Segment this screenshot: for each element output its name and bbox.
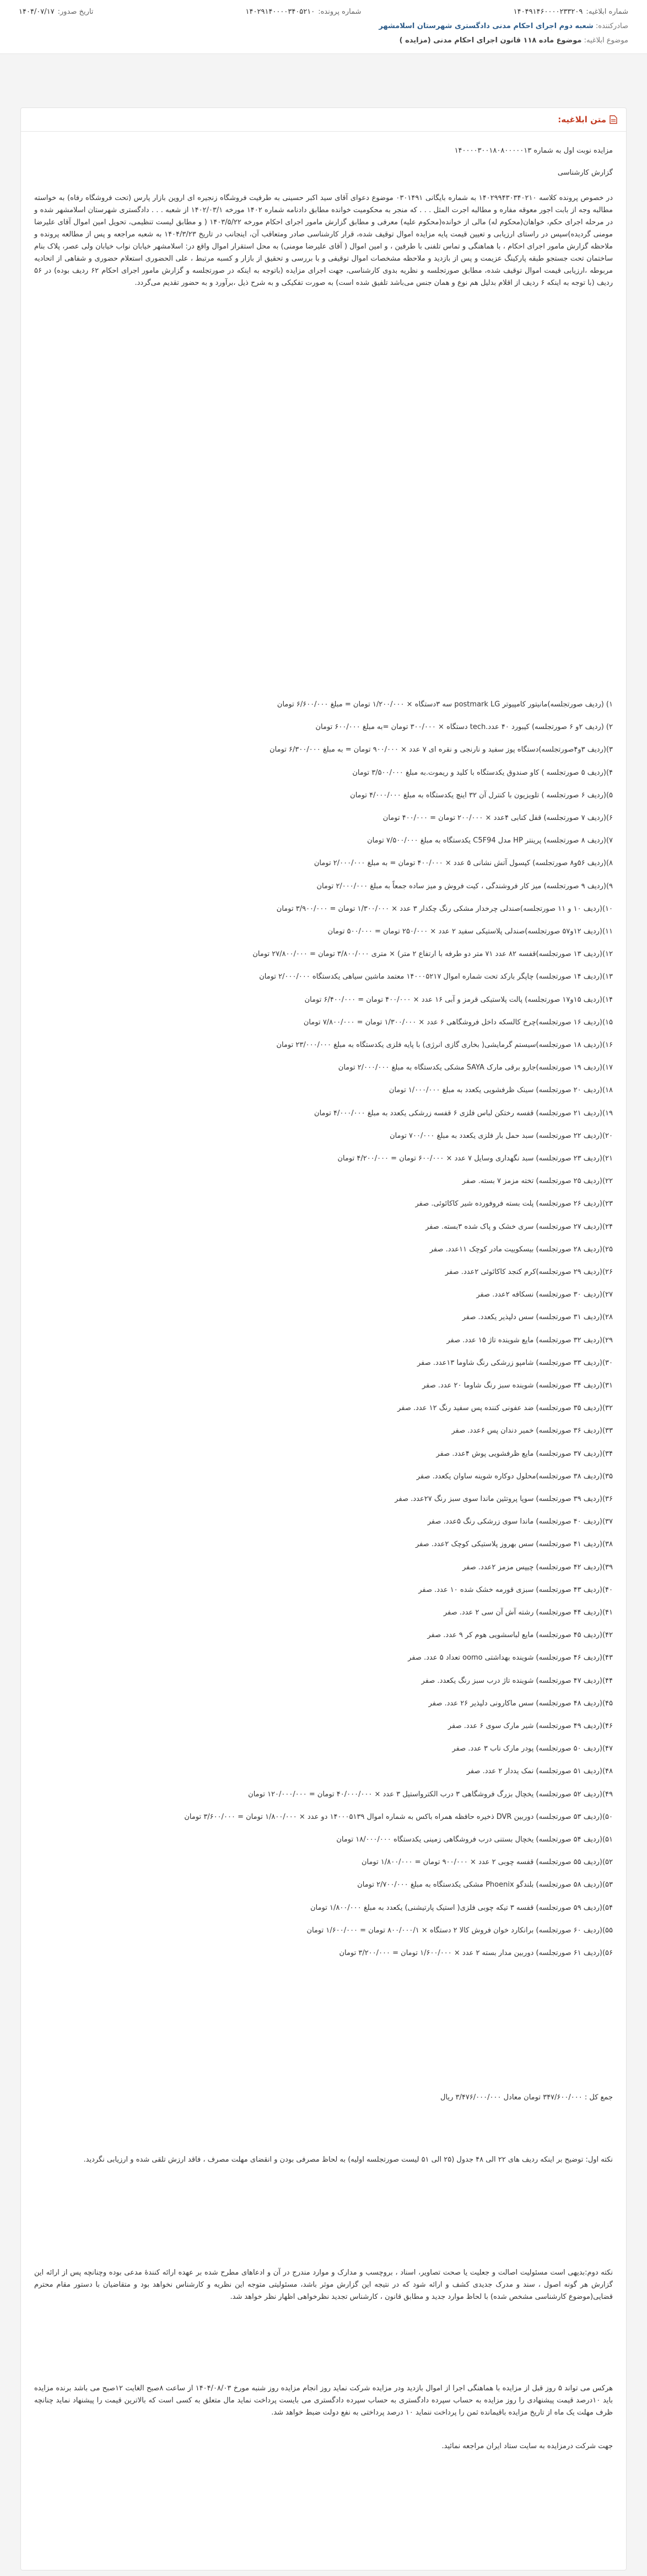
case-number: شماره پرونده: ۱۴۰۲۹۱۴۰۰۰۰۳۴۰۵۲۱۰ — [245, 8, 362, 16]
notice-number: شماره ابلاغیه: ۱۴۰۴۹۱۴۶۰۰۰۰۲۳۳۲۰۹ — [513, 8, 628, 16]
note-second: نکته دوم:بدیهی است مسئولیت اصالت و جعلیت یا صحت تصاویر، اسناد ، بروچسب و مدارک و موارد مندرج در آن و ادعاهای مطرح شده بر عهده ارائه کنندۀ مدعی بوده وچنانچه پس از ارائه این گزارش هر گونه اصول ، سند و مدرک جدیدی کشف و ارائه شود که در نتیجه این گزارش موثر باشد، مسئولیتی متوجه این نظریه و کارشناس نخواهد بود و متقاضیان با دستور مقام محترم قضایی(موضوع کارشناسی مشخص شده) با لحاظ موارد جدید و مطابق قانون ، کارشناس تجدید نظرخواهی اظهار نظر خواهد شد. — [34, 2269, 613, 2301]
meta-row — [19, 8, 628, 16]
auction-item: ۳۱)(ردیف ۳۴ صورتجلسه) شوینده سبز رنگ شاوما ۲۰ عدد. صفر — [422, 1381, 613, 1390]
auction-item: ۹)(ردیف ۹ صورتجلسه) میز کار فروشندگی ، کیت فروش و میز ساده جمعاً به مبلغ ۲/۰۰۰/۰۰۰ تومان — [316, 882, 613, 890]
auction-reference: مزایده نوبت اول به شماره ۱۴۰۰۰۰۳۰۰۱۸۰۸۰۰۰۰۰۱۳ — [454, 147, 613, 155]
auction-item: ۴۵)(ردیف ۴۸ صورتجلسه) سس ماکارونی دلپذیر ۲۶ عدد. صفر — [428, 1699, 613, 1708]
auction-item: ۱۷)(ردیف ۱۹ صورتجلسه)جارو برقی مارک SAYA مشکی یکدستگاه به مبلغ ۲/۰۰۰/۰۰۰ تومان — [338, 1063, 613, 1072]
auction-item: ۲۲)(ردیف ۲۵ صورتجلسه) تخته مزمز ۷ بسته. صفر — [462, 1177, 613, 1185]
card-title: متن ابلاغیه: — [21, 108, 626, 132]
report-title: گزارش کارشناسی — [557, 169, 613, 177]
auction-item: ۲۶)(ردیف ۲۹ صورتجلسه)کرم کنجد کاکائوئی ۲عدد. صفر — [445, 1268, 613, 1276]
auction-item: ۵۳)(ردیف ۵۸ صورتجلسه) بلندگو Phoenix مشکی یکدستگاه به مبلغ ۲/۷۰۰/۰۰۰ تومان — [357, 1881, 613, 1889]
issue-date: تاریخ صدور: ۱۴۰۴/۰۷/۱۷ — [19, 8, 94, 16]
note-fourth: جهت شرکت درمزایده به سایت ستاد ایران مراجعه نمائید. — [441, 2442, 613, 2450]
auction-item: ۲۷)(ردیف ۳۰ صورتجلسه) نسکافه ۲عدد. صفر — [476, 1290, 613, 1299]
document-icon — [610, 115, 617, 124]
auction-item: ۴۸)(ردیف ۵۱ صورتجلسه) نمک یددار ۲ عدد. صفر — [466, 1767, 613, 1775]
auction-item: ۵۶)(ردیف ۶۱ صورتجلسه) دوربین مدار بسته ۲ عدد × ۱/۶۰۰/۰۰۰ تومان = ۳/۲۰۰/۰۰۰ تومان — [339, 1949, 613, 1957]
auction-item: ۵۲)(ردیف ۵۵ صورتجلسه) قفسه چوبی ۲ عدد × ۹۰۰/۰۰۰ تومان = ۱/۸۰۰/۰۰۰ تومان — [361, 1858, 613, 1866]
auction-item: ۵۰)(ردیف ۵۳ صورتجلسه) دوربین DVR ذخیره حافظه همراه باکس به شماره اموال ۱۴۰۰۰۵۱۳۹ دو عدد × ۱/۸۰۰/۰۰۰ تومان = ۳/۶۰۰/۰۰۰ تومان — [184, 1813, 613, 1821]
auction-item: ۴۹)(ردیف ۵۲ صورتجلسه) یخچال بزرگ فروشگاهی ۳ درب الکترواستیل ۳ عدد × ۴۰/۰۰۰/۰۰۰ تومان = ۱۲۰/۰۰۰/۰۰۰ تومان — [248, 1790, 613, 1799]
auction-item: ۳۴)(ردیف ۳۷ صورتجلسه) مایع ظرفشویی پوش ۴عدد. صفر — [436, 1450, 613, 1458]
auction-item: ۴۰)(ردیف ۴۳ صورتجلسه) سبزی قورمه خشک شده ۱۰ عدد. صفر — [418, 1586, 613, 1594]
auction-item: ۲۸)(ردیف ۳۱ صورتجلسه) سس دلپذیر یکعدد. صفر — [462, 1313, 613, 1321]
auction-item: ۵۴)(ردیف ۵۹ صورتجلسه) قفسه ۳ تیکه چوبی فلزی( استیک پارتیشنی) یکعدد به مبلغ ۱/۸۰۰/۰۰۰ تومان — [310, 1904, 613, 1912]
auction-item: ۳۸)(ردیف ۴۱ صورتجلسه) سس بهروز پلاستیکی کوچک ۲عدد. صفر — [415, 1540, 613, 1548]
auction-item: ۲۳)(ردیف ۲۶ صورتجلسه) پلت بسته فروفورده شیر کاکائوئی. صفر — [415, 1200, 613, 1208]
issuer: صادرکننده: شعبه دوم اجرای احکام مدنی دادگستری شهرستان اسلامشهر — [379, 22, 628, 30]
auction-item: ۳۶)(ردیف ۳۹ صورتجلسه) سوپا پروتئین ماندا سوی سبز رنگ ۲۷عدد. صفر — [395, 1495, 613, 1503]
auction-item: ۲۱)(ردیف ۲۳ صورتجلسه) سبد نگهداری وسایل ۷ عدد × ۶۰۰/۰۰۰ تومان = ۴/۲۰۰/۰۰۰ تومان — [337, 1154, 613, 1163]
auction-item: ۳۵)(ردیف ۳۸ صورتجلسه)محلول دوکاره شوینه ساوان یکعدد. صفر — [416, 1472, 613, 1481]
auction-item: ۱) (ردیف صورتجلسه)مانیتور کامپیوتر postmark LG سه ۳دستگاه × ۱/۲۰۰/۰۰۰ تومان = مبلغ ۶/۶۰۰/۰۰۰ تومان — [277, 700, 613, 709]
auction-item: ۳۳)(ردیف ۳۶ صورتجلسه) خمیر دندان پس ۶عدد. صفر — [451, 1427, 613, 1435]
auction-item: ۴۷)(ردیف ۵۰ صورتجلسه) پودر مارک ناب ۳ عدد. صفر — [452, 1745, 613, 1753]
auction-item: ۱۸)(ردیف ۲۰ صورتجلسه) سینک ظرفشویی یکعدد به مبلغ ۱/۰۰۰/۰۰۰ تومان — [389, 1086, 613, 1094]
auction-item: ۳۹)(ردیف ۴۲ صورتجلسه) چیپس مزمز ۲عدد. صفر — [462, 1563, 613, 1571]
auction-item: ۴۳)(ردیف ۴۶ صورتجلسه) شوینده بهداشتی oomo تعداد ۵ عدد. صفر — [408, 1654, 613, 1662]
auction-item: ۱۲)(ردیف ۱۳ صورتجلسه)قفسه ۸۲ عدد ۷۱ متر دو طرفه با ارتفاع ۲ متر) × متری ۳/۸۰۰/۰۰۰ تومان = ۲۷/۸۰۰/۰۰۰ تومان — [252, 950, 613, 958]
auction-item: ۲۰)(ردیف ۲۲ صورتجلسه) سبد حمل بار فلزی یکعدد به مبلغ ۷۰۰/۰۰۰ تومان — [390, 1132, 613, 1140]
auction-item: ۱۰)(ردیف ۱۰ و ۱۱ صورتجلسه)صندلی چرخدار مشکی رنگ چکدار ۳ عدد × ۱/۳۰۰/۰۰۰ تومان = ۳/۹۰۰/۰۰۰ تومان — [276, 905, 613, 913]
auction-item: ۲۵)(ردیف ۲۸ صورتجلسه) بیسکوییت مادر کوچک ۱۱عدد. صفر — [429, 1245, 613, 1254]
auction-item: ۴۲)(ردیف ۴۵ صورتجلسه) مایع لباسشویی هوم کر ۹ عدد. صفر — [427, 1631, 613, 1639]
auction-item: ۸)(ردیف ۵۶و۸ صورتجلسه) کپسول آتش نشانی ۵ عدد × ۴۰۰/۰۰۰ تومان = به مبلغ ۲/۰۰۰/۰۰۰ تومان — [314, 859, 613, 867]
report-body: در خصوص پرونده کلاسه ۱۴۰۲۹۹۴۳۰۳۴۰۲۱۰ به شماره بایگانی ۰۳۰۱۴۹۱ موضوع دعوای آقای سید اکبر حسینی به طرفیت فروشگاه زنجیره ای اروین بازار پارس (تحت فروشگاه رفاه) به خواسته مطالبه وجه از بابت اجور معوقه مفاره و مطالبه اجرت المثل . . . که منجر به محکومیت خوانده مطابق دادنامه شماره ۱۴۰۲ مورخه ۱۴۰۲/۰۳/۱ از شعبه . . . دادگستری شهرستان اسلامشهر شده و در مرحله اجرای حکم، خواهان(محکوم له) مالی از خوانده(محکوم علیه) معرفی و مطابق گزارش مامور اجرای احکام مورخه ۱۴۰۳/۵/۲۲ ( و مطابق لیست تنظیمی، تحویل امین اموال آقای علیرضا مومنی گردیده)سپس در راستای ارزیابی و تعیین قیمت پایه مزایده اموال توقیف شده، قرار کارشناسی صادر ومتعاقب آن، اینجانب در تاریخ ۱۴۰۴/۳/۲۳ به شعبه مراجعه و پس از مطالعه پرونده و ملاحظه گزارش مامور اجرای احکام ، با هماهنگی و تماس تلفنی با طرفین ، و امین اموال ( آقای علیرضا مومنی) به محل استقرار اموال واقع در: اسلامشهر خیابان نواب خیابان ولی عصر، پلاک بنام ساختمان تحت جستجو طبقه پارکینگ عزیمت و پس از بازدید و ملاحظه مشخصات اموال توقیفی و با بررسی و تحقیق از بازار و کسبه مرتبط ، علی الحضوری استعلام حضوری و شفاهی از اتحادیه مربوطه ،ارزیابی قیمت اموال توقیف شده، مطابق صورتجلسه و نظریه بدوی کارشناسی، جهت اجرای مزایده (باتوجه به اینکه در صورتجلسه و گزارش مامور اجرای احکام ۶۲ ردیف بوده) در ۵۶ ردیف (با توجه به اینکه ۶ ردیف از اقلام بدلیل هم نوع و همان جنس می‌باشد تلفیق شده است) به صورت تفکیکی و به شرح ذیل ،برآورد و به حضور تقدیم می‌گردد. — [34, 194, 613, 287]
note-third: هرکس می تواند ۵ روز قبل از مزایده با هماهنگی اجرا از اموال بازدید ودر مزایده شرکت نماید روز انجام مزایده روز شنبه مورخ ۱۴۰۴/۰۸/۰۳ از ساعت ۸صبح الغایت ۱۲صبح می باشد برنده مزایده باید ۱۰درصد قیمت پیشنهادی را روز مزایده به حساب سپرده دادگستری به حساب سپرده دادگستری می بایست پرداخت نماید مال متعلق به کسی است که بالاترین قیمت را پیشنهاد نماید چنانچه ظرف مهلت یک ماه از تاریخ مزایده باقیمانده ثمن را پرداخت ننماید ۱۰ درصد پرداختی به نفع دولت ضبط خواهد شد. — [34, 2384, 613, 2417]
auction-item: ۲۹)(ردیف ۳۲ صورتجلسه) مایع شوینده تاژ ۱۵ عدد. صفر — [446, 1336, 613, 1344]
auction-item: ۷)(ردیف ۸ صورتجلسه) پرینتر HP مدل C5F94 یکدستگاه به مبلغ ۷/۵۰۰/۰۰۰ تومان — [367, 836, 613, 845]
auction-item: ۱۹)(ردیف ۲۱ صورتجلسه) قفسه رختکن لباس فلزی ۶ قفسه زرشکی یکعدد به مبلغ ۴/۰۰۰/۰۰۰ تومان — [314, 1109, 613, 1117]
auction-item: ۵)(ردیف ۶ صورتجلسه ) تلویزیون با کنترل آن ۳۲ اینچ یکدستگاه به مبلغ ۴/۰۰۰/۰۰۰ تومان — [350, 791, 613, 800]
auction-item: ۶)(ردیف ۷ صورتجلسه) قفل کنابی ۴عدد × ۲۰۰/۰۰۰ تومان = ۴۰۰/۰۰۰ تومان — [382, 814, 613, 822]
notice-text-card — [20, 107, 627, 2570]
note-first: نکته اول: توضیح بر اینکه ردیف های ۲۲ الی ۴۸ جدول (۲۵ الی ۵۱ لیست صورتجلسه اولیه) به لحاظ مصرفی بودن و انقضای مهلت مصرف ، فاقد ارزش تلقی شده و ارزیابی نگردید. — [83, 2156, 613, 2164]
auction-item: ۳۰)(ردیف ۳۳ صورتجلسه) شامپو زرشکی رنگ شاوما ۱۳عدد. صفر — [417, 1359, 613, 1367]
auction-item: ۱۵)(ردیف ۱۶ صورتجلسه)چرخ کالسکه داخل فروشگاهی ۶ عدد × ۱/۳۰۰/۰۰۰ تومان = ۷/۸۰۰/۰۰۰ تومان — [303, 1018, 613, 1027]
auction-item: ۲) (ردیف ۲و ۶ صورتجلسه) کیبورد ۴۰ عدد.tech دستگاه × ۳۰۰/۰۰۰ تومان =به مبلغ ۶۰۰/۰۰۰ تومان — [315, 723, 613, 731]
subject: موضوع ابلاغیه: موضوع ماده ۱۱۸ قانون اجرای احکام مدنی (مزایده ) — [399, 36, 628, 45]
auction-item: ۳۷)(ردیف ۴۰ صورتجلسه) ماندا سوی زرشکی رنگ ۵عدد. صفر — [427, 1517, 613, 1526]
auction-item: ۴)(ردیف ۵ صورتجلسه ) کاو صندوق یکدستگاه با کلید و ریموت.به مبلغ ۳/۵۰۰/۰۰۰ تومان — [352, 769, 613, 777]
auction-item: ۲۴)(ردیف ۲۷ صورتجلسه) سری خشک و پاک شده ۳بسته. صفر — [425, 1223, 613, 1231]
auction-item: ۱۳)(ردیف ۱۴ صورتجلسه) چاپگر بارکد تحت شماره اموال ۱۴۰۰۰۵۲۱۷ معتمد ماشین سیاهی یکدستگاه ۲/۰۰۰/۰۰۰ تومان — [259, 973, 613, 981]
auction-item: ۱۴)(ردیف ۱۵و۱۷ صورتجلسه) پالت پلاستیکی قرمز و آبی ۱۶ عدد × ۴۰۰/۰۰۰ تومان = ۶/۴۰۰/۰۰۰ تومان — [304, 996, 613, 1004]
auction-item: ۱۱)(ردیف ۱۲و۵۷ صورتجلسه)صندلی پلاستیکی سفید ۲ عدد × ۲۵۰/۰۰۰ تومان = ۵۰۰/۰۰۰ تومان — [327, 927, 613, 936]
auction-item: ۴۶)(ردیف ۴۹ صورتجلسه) شیر مارک سوی ۶ عدد. صفر — [447, 1722, 613, 1730]
auction-item: ۵۵)(ردیف ۶۰ صورتجلسه) برانکارد خوان فروش کالا ۲ دستگاه × ۸۰۰/۰۰۰/۱ تومان = ۱/۶۰۰/۰۰۰ تومان — [306, 1926, 613, 1935]
notice-header — [0, 0, 647, 54]
auction-item: ۱۶)(ردیف ۱۸ صورتجلسه)سیستم گرمایشی( بخاری گازی انرژی) با پایه فلزی یکدستگاه به مبلغ ۲۳/۰۰۰/۰۰۰ تومان — [276, 1041, 613, 1049]
auction-item: ۳۲)(ردیف ۳۵ صورتجلسه) ضد عفونی کننده پس سفید رنگ ۱۲ عدد. صفر — [397, 1404, 613, 1412]
total-sum: جمع کل : ۳۴۷/۶۰۰/۰۰۰ تومان معادل ۳/۴۷۶/۰۰۰/۰۰۰ ریال — [440, 2093, 613, 2102]
auction-item: ۵۱)(ردیف ۵۴ صورتجلسه) یخچال بستنی درب فروشگاهی زمینی یکدستگاه ۱۸/۰۰۰/۰۰۰ تومان — [336, 1835, 613, 1844]
auction-item: ۴۱)(ردیف ۴۴ صورتجلسه) رشته آش آن سی ۲ عدد. صفر — [443, 1608, 613, 1617]
auction-item: ۳)(ردیف ۳و۴صورتجلسه)دستگاه پوز سفید و نارنجی و نقره ای ۷ عدد × ۹۰۰/۰۰۰ تومان = به مبلغ ۶/۳۰۰/۰۰۰ تومان — [269, 746, 613, 754]
auction-item: ۴۴)(ردیف ۴۷ صورتجلسه) شوینده تاژ درب سبز رنگ یکعدد. صفر — [421, 1677, 613, 1685]
